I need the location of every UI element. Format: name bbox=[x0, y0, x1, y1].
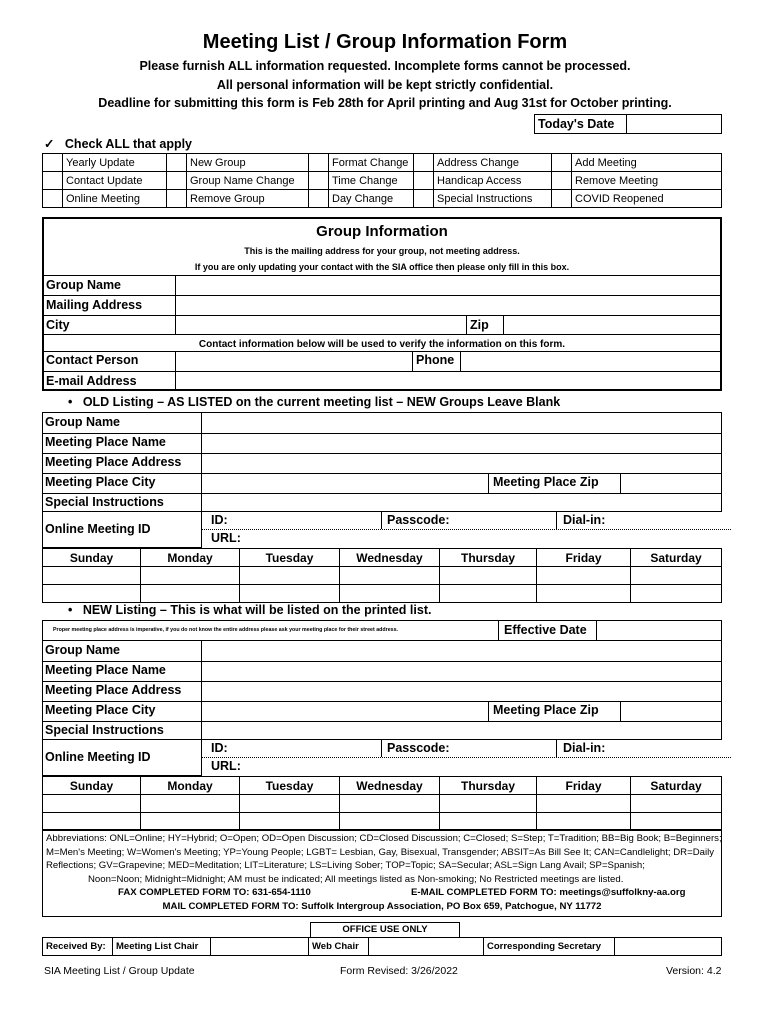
checkbox[interactable] bbox=[43, 190, 63, 208]
old-place-address-input[interactable] bbox=[201, 453, 721, 473]
effective-date-label: Effective Date bbox=[504, 623, 587, 637]
day-cell[interactable] bbox=[340, 567, 440, 585]
new-place-name-label: Meeting Place Name bbox=[45, 663, 166, 677]
proper-address-note: Proper meeting place address is imperative, if you do not know the entire address please ask your meeting place for their street address. bbox=[53, 627, 398, 633]
checkbox[interactable] bbox=[414, 154, 434, 172]
contact-note: Contact information below will be used to verify the information on this form. bbox=[198, 339, 566, 350]
meeting-list-chair-input[interactable] bbox=[211, 938, 309, 956]
instruction-line-3: Deadline for submitting this form is Feb 28th for April printing and Aug 31st for October printing. bbox=[98, 96, 672, 110]
day-cell[interactable] bbox=[43, 585, 141, 603]
email-input[interactable] bbox=[175, 371, 720, 389]
day-cell[interactable] bbox=[631, 813, 722, 831]
city-input[interactable] bbox=[175, 315, 467, 334]
abbreviations-box bbox=[42, 829, 722, 917]
web-chair-input[interactable] bbox=[369, 938, 484, 956]
old-place-zip-input[interactable] bbox=[620, 473, 721, 493]
day-cell[interactable] bbox=[43, 567, 141, 585]
old-place-city-label: Meeting Place City bbox=[45, 475, 156, 489]
contact-person-label: Contact Person bbox=[46, 353, 139, 367]
effective-date-input[interactable] bbox=[597, 621, 721, 640]
phone-label: Phone bbox=[416, 353, 455, 367]
option-label: Remove Group bbox=[187, 190, 309, 208]
footer-right: Version: 4.2 bbox=[666, 965, 722, 977]
option-label: New Group bbox=[187, 154, 309, 172]
checkbox[interactable] bbox=[414, 190, 434, 208]
day-header: Thursday bbox=[440, 549, 537, 567]
corresponding-secretary-input[interactable] bbox=[615, 938, 722, 956]
abbrev-line-4: Noon=Noon; Midnight=Midnight; AM must be indicated; All meetings listed as Non-smoking; No Restricted meetings are listed. bbox=[88, 873, 624, 885]
day-cell[interactable] bbox=[141, 813, 240, 831]
checkbox[interactable] bbox=[414, 172, 434, 190]
corresponding-secretary-label: Corresponding Secretary bbox=[484, 938, 615, 956]
day-cell[interactable] bbox=[340, 585, 440, 603]
bullet-icon: • bbox=[68, 603, 73, 617]
option-label: Contact Update bbox=[63, 172, 167, 190]
option-label: Address Change bbox=[434, 154, 552, 172]
checkbox[interactable] bbox=[552, 190, 572, 208]
new-url-label: URL: bbox=[211, 759, 241, 773]
day-header: Wednesday bbox=[340, 777, 440, 795]
day-header: Tuesday bbox=[240, 549, 340, 567]
new-passcode-label: Passcode: bbox=[387, 741, 450, 755]
checkmark-icon: ✓ bbox=[44, 137, 55, 151]
group-info-note-2: If you are only updating your contact with the SIA office then please only fill in this box. bbox=[194, 262, 570, 272]
meeting-list-chair-label: Meeting List Chair bbox=[113, 938, 211, 956]
day-header: Friday bbox=[537, 777, 631, 795]
option-label: Remove Meeting bbox=[572, 172, 722, 190]
checkbox[interactable] bbox=[309, 154, 329, 172]
new-place-zip-label: Meeting Place Zip bbox=[493, 703, 599, 717]
new-place-city-label: Meeting Place City bbox=[45, 703, 156, 717]
day-header: Wednesday bbox=[340, 549, 440, 567]
old-id-label: ID: bbox=[211, 513, 228, 527]
checkbox[interactable] bbox=[552, 154, 572, 172]
page-title: Meeting List / Group Information Form bbox=[202, 31, 568, 53]
option-label: Day Change bbox=[329, 190, 414, 208]
day-cell[interactable] bbox=[240, 585, 340, 603]
mail-instruction: MAIL COMPLETED FORM TO: Suffolk Intergroup Association, PO Box 659, Patchogue, NY 11772 bbox=[162, 901, 602, 912]
day-header: Thursday bbox=[440, 777, 537, 795]
old-online-fields bbox=[201, 511, 731, 548]
zip-input[interactable] bbox=[503, 315, 720, 334]
option-label: Add Meeting bbox=[572, 154, 722, 172]
new-place-address-input[interactable] bbox=[201, 681, 721, 701]
group-information-box bbox=[42, 217, 722, 391]
option-label: Online Meeting bbox=[63, 190, 167, 208]
new-days-table bbox=[42, 776, 722, 831]
bullet-icon: • bbox=[68, 395, 73, 409]
new-place-zip-input[interactable] bbox=[620, 701, 721, 721]
day-cell[interactable] bbox=[141, 567, 240, 585]
old-dialin-input[interactable] bbox=[611, 513, 721, 529]
day-header: Monday bbox=[141, 777, 240, 795]
old-group-name-input[interactable] bbox=[201, 413, 721, 433]
old-dialin-label: Dial-in: bbox=[563, 513, 606, 527]
abbrev-line-2: M=Men's Meeting; W=Women's Meeting; YP=Young People; LGBT= Lesbian, Gay, Bisexual, Transgender; ABSIT=As Bill See It; CAN=Candlelight; DR=Daily bbox=[46, 846, 715, 858]
old-place-name-label: Meeting Place Name bbox=[45, 435, 166, 449]
new-place-address-label: Meeting Place Address bbox=[45, 683, 182, 697]
day-cell[interactable] bbox=[631, 795, 722, 813]
new-listing-heading: • NEW Listing – This is what will be listed on the printed list. bbox=[68, 603, 432, 617]
old-days-table bbox=[42, 548, 722, 603]
office-use-table bbox=[42, 937, 722, 956]
check-row bbox=[43, 154, 722, 172]
day-cell[interactable] bbox=[440, 813, 537, 831]
old-group-name-label: Group Name bbox=[45, 415, 121, 429]
day-cell[interactable] bbox=[240, 795, 340, 813]
old-place-address-label: Meeting Place Address bbox=[45, 455, 182, 469]
city-label: City bbox=[46, 318, 70, 332]
office-use-title: OFFICE USE ONLY bbox=[310, 922, 460, 938]
day-cell[interactable] bbox=[440, 567, 537, 585]
day-cell[interactable] bbox=[537, 813, 631, 831]
option-label: Yearly Update bbox=[63, 154, 167, 172]
check-row bbox=[43, 190, 722, 208]
new-online-fields bbox=[201, 739, 731, 776]
check-row bbox=[43, 172, 722, 190]
checkbox[interactable] bbox=[43, 172, 63, 190]
old-special-input[interactable] bbox=[201, 493, 721, 512]
old-passcode-input[interactable] bbox=[451, 513, 551, 529]
new-id-input[interactable] bbox=[235, 741, 375, 757]
instruction-line-2: All personal information will be kept strictly confidential. bbox=[216, 78, 554, 92]
old-online-id-cell bbox=[42, 511, 202, 548]
checkbox[interactable] bbox=[309, 172, 329, 190]
day-header: Friday bbox=[537, 549, 631, 567]
mailing-address-input[interactable] bbox=[175, 295, 720, 315]
old-place-zip-label: Meeting Place Zip bbox=[493, 475, 599, 489]
new-special-label: Special Instructions bbox=[45, 723, 164, 737]
check-options-table bbox=[42, 153, 722, 208]
day-cell[interactable] bbox=[43, 813, 141, 831]
day-cell[interactable] bbox=[537, 795, 631, 813]
new-group-name-label: Group Name bbox=[45, 643, 121, 657]
day-cell[interactable] bbox=[340, 813, 440, 831]
contact-person-input[interactable] bbox=[175, 351, 413, 371]
web-chair-label: Web Chair bbox=[309, 938, 369, 956]
old-listing-heading: • OLD Listing – AS LISTED on the current meeting list – NEW Groups Leave Blank bbox=[68, 395, 561, 409]
checkbox[interactable] bbox=[167, 172, 187, 190]
day-header: Tuesday bbox=[240, 777, 340, 795]
new-online-id-cell bbox=[42, 739, 202, 776]
new-dialin-label: Dial-in: bbox=[563, 741, 606, 755]
day-header: Saturday bbox=[631, 549, 722, 567]
day-cell[interactable] bbox=[240, 813, 340, 831]
option-label: Time Change bbox=[329, 172, 414, 190]
fax-instruction: FAX COMPLETED FORM TO: 631-654-1110 bbox=[118, 887, 311, 898]
todays-date-label: Today's Date bbox=[538, 117, 615, 131]
new-passcode-input[interactable] bbox=[451, 741, 551, 757]
old-place-name-input[interactable] bbox=[201, 433, 721, 453]
new-dialin-input[interactable] bbox=[611, 741, 721, 757]
new-proper-row bbox=[42, 620, 722, 641]
day-cell[interactable] bbox=[141, 585, 240, 603]
abbrev-line-3: Reflections; GV=Grapevine; MED=Meditation; LIT=Literature; LS=Living Sober; TOP=Topic; SA=Secular; ASL=Sign Lang Avail; SP=Spanish; bbox=[46, 860, 645, 871]
old-place-city-input[interactable] bbox=[201, 473, 489, 493]
group-name-input[interactable] bbox=[175, 275, 720, 295]
todays-date-field[interactable] bbox=[534, 114, 722, 134]
group-name-label: Group Name bbox=[46, 278, 122, 292]
checkbox[interactable] bbox=[309, 190, 329, 208]
old-url-label: URL: bbox=[211, 531, 241, 545]
footer-left: SIA Meeting List / Group Update bbox=[44, 965, 195, 977]
day-cell[interactable] bbox=[440, 585, 537, 603]
new-special-input[interactable] bbox=[201, 721, 721, 740]
day-header: Sunday bbox=[43, 777, 141, 795]
option-label: Special Instructions bbox=[434, 190, 552, 208]
day-cell[interactable] bbox=[537, 585, 631, 603]
old-listing-box bbox=[42, 412, 722, 512]
old-passcode-label: Passcode: bbox=[387, 513, 450, 527]
new-id-label: ID: bbox=[211, 741, 228, 755]
checkbox[interactable] bbox=[552, 172, 572, 190]
new-listing-box bbox=[42, 640, 722, 740]
mailing-address-label: Mailing Address bbox=[46, 298, 143, 312]
option-label: Handicap Access bbox=[434, 172, 552, 190]
phone-input[interactable] bbox=[460, 351, 720, 371]
day-header: Saturday bbox=[631, 777, 722, 795]
received-by-label: Received By: bbox=[43, 938, 113, 956]
new-place-name-input[interactable] bbox=[201, 661, 721, 681]
new-group-name-input[interactable] bbox=[201, 641, 721, 661]
old-online-id-label: Online Meeting ID bbox=[45, 522, 151, 536]
group-info-note-1: This is the mailing address for your group, not meeting address. bbox=[244, 246, 520, 256]
day-cell[interactable] bbox=[141, 795, 240, 813]
day-cell[interactable] bbox=[440, 795, 537, 813]
day-header: Sunday bbox=[43, 549, 141, 567]
day-cell[interactable] bbox=[240, 567, 340, 585]
new-online-id-label: Online Meeting ID bbox=[45, 750, 151, 764]
email-label: E-mail Address bbox=[46, 374, 137, 388]
email-instruction: E-MAIL COMPLETED FORM TO: meetings@suffolkny-aa.org bbox=[411, 887, 686, 898]
old-special-label: Special Instructions bbox=[45, 495, 164, 509]
option-label: Format Change bbox=[329, 154, 414, 172]
option-label: COVID Reopened bbox=[572, 190, 722, 208]
footer-center: Form Revised: 3/26/2022 bbox=[340, 965, 458, 977]
day-cell[interactable] bbox=[631, 585, 722, 603]
zip-label: Zip bbox=[470, 318, 489, 332]
old-url-input[interactable] bbox=[243, 531, 723, 547]
old-id-input[interactable] bbox=[235, 513, 375, 529]
day-cell[interactable] bbox=[340, 795, 440, 813]
new-url-input[interactable] bbox=[243, 759, 723, 775]
option-label: Group Name Change bbox=[187, 172, 309, 190]
checkbox[interactable] bbox=[167, 154, 187, 172]
checkbox[interactable] bbox=[167, 190, 187, 208]
check-heading: ✓ Check ALL that apply bbox=[44, 137, 193, 151]
day-cell[interactable] bbox=[631, 567, 722, 585]
day-cell[interactable] bbox=[43, 795, 141, 813]
day-header: Monday bbox=[141, 549, 240, 567]
instruction-line-1: Please furnish ALL information requested. Incomplete forms cannot be processed. bbox=[139, 59, 631, 73]
new-place-city-input[interactable] bbox=[201, 701, 489, 721]
group-info-title: Group Information bbox=[316, 223, 448, 240]
day-cell[interactable] bbox=[537, 567, 631, 585]
abbrev-line-1: Abbreviations: ONL=Online; HY=Hybrid; O=Open; OD=Open Discussion; CD=Closed Discussion; C=Closed; S=Step; T=Tradition; BB=Big Book; B=Beginners; bbox=[46, 833, 722, 844]
checkbox[interactable] bbox=[43, 154, 63, 172]
